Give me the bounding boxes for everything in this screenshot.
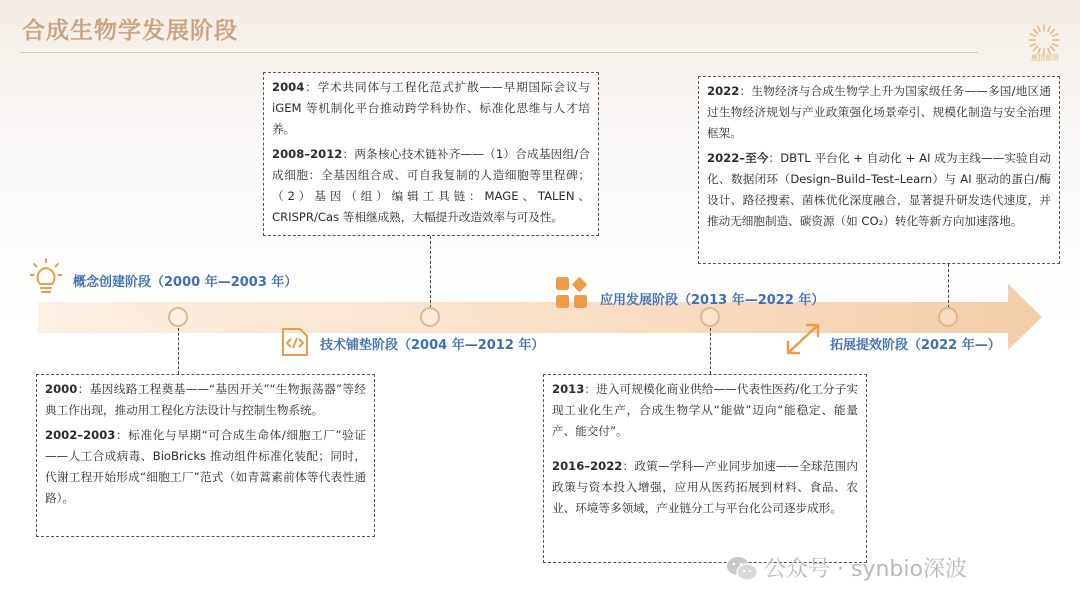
event-year: 2002–2003 — [45, 428, 116, 442]
timeline-node-2000 — [168, 307, 188, 327]
stage-label-application: 应用发展阶段（2013 年—2022 年） — [600, 293, 825, 308]
timeline-node-2004 — [420, 307, 440, 327]
event-text: ：学术共同体与工程化范式扩散——早期国际会议与 iGEM 等机制化平台推动跨学科协作、标准化思维与人才培养。 — [272, 80, 590, 136]
connector-2000 — [178, 328, 179, 374]
timeline-node-2013 — [700, 307, 720, 327]
event-box-2022 — [698, 76, 1060, 264]
event-box-2004 — [263, 72, 599, 236]
connector-2013 — [710, 328, 711, 374]
wechat-icon — [726, 556, 758, 582]
event-year: 2000 — [45, 382, 78, 396]
event-text: ：两条核心技术链补齐——（1）合成基因组/合成细胞：全基因组合成、可自我复制的人造细胞等里程碑；（2）基因（组）编辑工具链：MAGE、TALEN、CRISPR/Cas 等相继成熟，大幅提升改造效率与可及性。 — [272, 147, 590, 224]
event-year: 2008–2012 — [272, 147, 343, 161]
code-document-icon — [280, 326, 310, 358]
lightbulb-icon — [30, 258, 62, 296]
connector-2004 — [430, 236, 431, 308]
event-text: ：基因线路工程奠基——“基因开关”“生物振荡器”等经典工作出现，推动用工程化方法设计与控制生物系统。 — [45, 382, 366, 417]
stage-label-expansion: 拓展提效阶段（2022 年—） — [830, 338, 1001, 353]
watermark-text: 公众号 · synbio深波 — [764, 557, 967, 582]
event-year: 2016–2022 — [552, 459, 623, 473]
event-box-2000 — [36, 374, 375, 537]
event-year: 2022 — [707, 84, 740, 98]
timeline-node-2022 — [938, 307, 958, 327]
stage-label-concept: 概念创建阶段（2000 年—2003 年） — [73, 275, 298, 290]
event-text: ：生物经济与合成生物学上升为国家级任务——多国/地区通过生物经济规划与产业政策强化场景牵引、规模化制造与安全治理框架。 — [707, 84, 1051, 140]
stage-label-tech: 技术铺垫阶段（2004 年—2012 年） — [320, 338, 545, 353]
connector-2022 — [948, 264, 949, 308]
event-year: 2022–至今 — [707, 151, 769, 165]
app-blocks-icon — [555, 276, 589, 310]
logo-text: 鹿拾源资 — [1031, 54, 1059, 62]
event-text: ：政策—学科—产业同步加速——全球范围内政策与资本投入增强，应用从医药拓展到材料、食品、农业、环境等多领域，产业链分工与平台化公司逐步成形。 — [552, 459, 858, 515]
event-text: ：标准化与早期“可合成生命体/细胞工厂”验证——人工合成病毒、BioBricks 推动组件标准化装配；同时，代谢工程开始形成“细胞工厂”范式（如青蒿素前体等代表性通路）。 — [45, 428, 366, 505]
event-text: ：进入可规模化商业供给——代表性医药/化工分子实现工业化生产，合成生物学从“能做”迈向“能稳定、能量产、能交付”。 — [552, 382, 858, 438]
page-title: 合成生物学发展阶段 — [22, 18, 238, 44]
event-text: ：DBTL 平台化 + 自动化 + AI 成为主线——实验自动化、数据闭环（Design–Build–Test–Learn）与 AI 驱动的蛋白/酶设计、路径搜索、菌株优化深度融合，显著提升研发迭代速度，并推动无细胞制造、碳资源（如 CO₂）转化等新方向加速落地。 — [707, 151, 1051, 228]
expand-arrows-icon — [783, 320, 823, 358]
event-year: 2013 — [552, 382, 585, 396]
event-year: 2004 — [272, 80, 305, 94]
event-box-2013 — [543, 374, 867, 563]
